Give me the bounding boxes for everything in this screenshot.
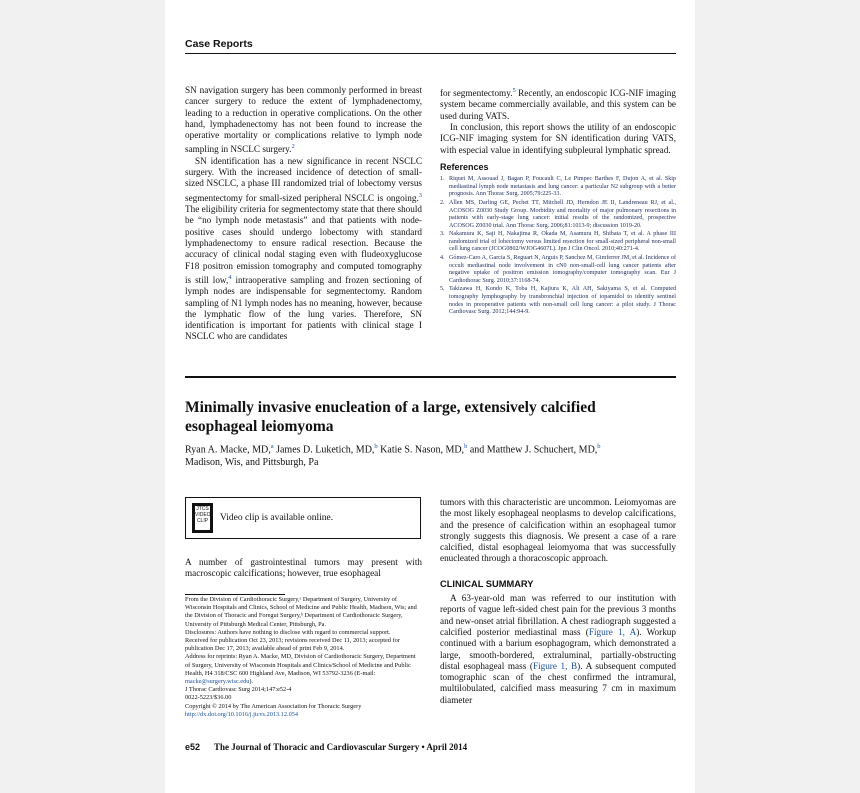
author-location: Madison, Wis, and Pittsburgh, Pa <box>185 457 319 469</box>
ref-citation[interactable]: 4 <box>228 273 232 281</box>
video-clip-icon: JTCS VIDEO CLIP <box>192 503 213 533</box>
article-divider <box>185 376 676 378</box>
video-clip-label: Video clip is available online. <box>220 513 334 523</box>
paragraph: SN identification has a new significance in recent NSCLC surgery. With the increased incidence of detection of small-sized NSCLC, a phase III randomized trial of lobectomy versus segmentectomy for small-sized peripheral NSCLC is ongoing.$^3$ The eligibility criteria for segmentectomy state that there should be “no lymph node metastasis” and that patients with node-positive cases should undergo lobectomy with standard lymphadenectomy to ensure radical resection. Because the accuracy of clinical nodal staging even with fludeoxyglucose F18 positron emission tomography and computed tomography is still low,$^4$ intraoperative sampling and frozen sectioning of lymph nodes are indispensable for segmentectomy. Random sampling of N1 lymph nodes has no meaning, however, because the lymphatic flow of the lung varies. Therefore, SN identification is important for patients with clinical stage I NSCLC who are candidates <box>185 155 422 342</box>
author-list: Ryan A. Macke, MD,$^a$ James D. Luketich, MD,$^b$ Katie S. Nason, MD,$^b$ and Matthew J. Schuchert, MD,$^b$ <box>185 443 601 456</box>
paragraph: In conclusion, this report shows the utility of an endoscopic ICG-NIF imaging system for SN identification during VATS, with especial value in identifying subpleural lymphatic spread. <box>440 121 676 155</box>
page-footer <box>185 742 467 752</box>
section-header: Case Reports <box>185 38 253 50</box>
footnote-address: Address for reprints: Ryan A. Macke, MD, Division of Cardiothoracic Surgery, Department of Surgery, University of Wisconsin Hospitals and Clinics/School of Medicine and Public Health, H4 318/CSC 600 Highland Ave, Madison, WI 53792-3236 (E-mail: macke@surgery.wisc.edu). <box>185 653 416 686</box>
article-title: Minimally invasive enucleation of a large, extensively calcified esophageal leiomyoma <box>185 399 596 435</box>
reference-item[interactable]: 3. Nakamura K, Saji H, Nakajima R, Okada M, Asamura H, Shibata T, et al. A phase III randomized trial of lobectomy versus limited resection for small-sized peripheral non-small cell lung cancer (JCOG0802/WJOG4607L). Jpn J Clin Oncol. 2010;40:271-4. <box>440 231 676 253</box>
ref-citation[interactable]: 2 <box>291 143 295 151</box>
references-heading: References <box>440 161 489 172</box>
doi-link[interactable]: http://dx.doi.org/10.1016/j.jtcvs.2013.12.054 <box>185 710 299 718</box>
intro-right: tumors with this characteristic are uncommon. Leiomyomas are the most likely esophageal neoplasms to develop calcifications, and the presence of calcification within an esophageal tumor strongly suggests this diagnosis. We present a case of a rare calcified, distal esophageal leiomyoma that was successfully enucleated through a thoracoscopic approach. CLINICAL SUMMARY A 63-year-old man was referred to our institution with reports of vague left-sided chest pain for the previous 3 months and new-onset atrial fibrillation. A chest radiograph suggested a calcified posterior mediastinal mass (Figure 1, A). Workup continued with a barium esophagogram, which demonstrated a large, smooth-bordered, extraluminal, partially-obstructing distal esophageal mass (Figure 1, B). A subsequent computed tomographic scan of the chest confirmed the intramural, multilobulated, calcified mass measuring 7 cm in maximum diameter <box>440 497 676 705</box>
top-right-column <box>440 85 676 318</box>
email-link[interactable]: macke@surgery.wisc.edu <box>185 678 250 686</box>
footnote-copyright: Copyright © 2014 by The American Association for Thoracic Surgery <box>185 702 362 710</box>
paragraph: SN navigation surgery has been commonly performed in breast cancer surgery to reduce the extent of lymphadenectomy, leading to a reduction in operative complications. On the other hand, lymphadenectomy has not been found to increase the operative mortality or complications relative to lymph node sampling in NSCLC surgery.$^2$ <box>185 85 422 155</box>
footnote-dates: Received for publication Oct 23, 2013; revisions received Dec 11, 2013; accepted for publication Dec 17, 2013; available ahead of print Feb 9, 2014. <box>185 637 400 653</box>
reference-item[interactable]: 5. Takizawa H, Kondo K, Toba H, Kajiura K, Ali AH, Sakiyama S, et al. Computed tomography lymphography by transbronchial injection of iopamidol to identify sentinel nodes in preoperative patients with non-small cell lung cancer: a pilot study. J Thorac Cardiovasc Surg. 2012;144:94-9. <box>440 286 676 316</box>
author-block <box>185 440 675 469</box>
paragraph: for segmentectomy.$^5$ Recently, an endoscopic ICG-NIF imaging system became commercially available, and this system can be used during VATS. <box>440 87 676 121</box>
reference-item[interactable]: 2. Allen MS, Darling GE, Pechet TT, Mitchell JD, Herndon JE II, Landreneau RJ, et al., ACOSOG Z0030 Study Group. Morbidity and mortality of major pulmonary resections in patients with early-stage lung cancer: initial results of the randomized, prospective ACOSOG Z0030 trial. Ann Thorac Surg. 2006;81:1013-9; discussion 1019-20. <box>440 199 676 229</box>
ref-citation[interactable]: 5 <box>512 87 516 94</box>
footnotes <box>185 596 422 719</box>
footnote-rule <box>185 594 285 595</box>
footnote-affiliation: From the Division of Cardiothoracic Surgery,ᵃ Department of Surgery, University of Wisconsin Hospitals and Clinics, School of Medicine and Public Health, Madison, Wis; and the Division of Thoracic and Foregut Surgery,ᵇ Department of Cardiothoracic Surgery, University of Pittsburgh Medical Center, Pittsburgh, Pa. <box>185 596 417 628</box>
top-left-column <box>185 85 422 343</box>
reference-list <box>440 176 676 317</box>
journal-footer: The Journal of Thoracic and Cardiovascular Surgery • April 2014 <box>214 742 468 752</box>
paragraph: A 63-year-old man was referred to our institution with reports of vague left-sided chest pain for the previous 3 months and new-onset atrial fibrillation. A chest radiograph suggested a calcified posterior mediastinal mass (Figure 1, A). Workup continued with a barium esophagogram, which demonstrated a large, smooth-bordered, extraluminal, partially-obstructing distal esophageal mass (Figure 1, B). A subsequent computed tomographic scan of the chest confirmed the intramural, multilobulated, calcified mass measuring 7 cm in maximum diameter <box>440 593 676 705</box>
journal-page <box>165 0 695 793</box>
ref-citation[interactable]: 3 <box>418 191 422 199</box>
footnote-citation: J Thorac Cardiovasc Surg 2014;147:e52-4 <box>185 686 292 694</box>
page-number: e52 <box>185 742 201 752</box>
header-rule <box>185 53 676 54</box>
reference-item[interactable]: 4. Gómez-Caro A, Garcia S, Reguart N, Arguis P, Sanchez M, Gimferrer JM, et al. Incidence of occult mediastinal node involvement in cN0 non-small-cell lung cancer patients after negative uptake of positron emission tomography/computer tomography scan. Eur J Cardiothorac Surg. 2010;37:1168-74. <box>440 255 676 284</box>
video-clip-box[interactable] <box>185 497 421 539</box>
figure-link[interactable]: Figure 1, A <box>588 626 637 637</box>
footnote-issn: 0022-5223/$36.00 <box>185 694 232 702</box>
footnote-disclosures: Disclosures: Authors have nothing to disclose with regard to commercial support. <box>185 628 391 636</box>
intro-left: A number of gastrointestinal tumors may present with macroscopic calcifications; however, true esophageal <box>185 557 422 579</box>
reference-item[interactable]: 1. Riquet M, Assouad J, Bagan P, Foucault C, Le Pimpec Barthes F, Dujon A, et al. Skip mediastinal lymph node metastasis and lung cancer: a particular N2 subgroup with a better prognosis. Ann Thorac Surg. 2005;79:225-33. <box>440 176 676 198</box>
figure-link[interactable]: Figure 1, B <box>532 660 578 671</box>
section-heading: CLINICAL SUMMARY <box>440 578 534 589</box>
